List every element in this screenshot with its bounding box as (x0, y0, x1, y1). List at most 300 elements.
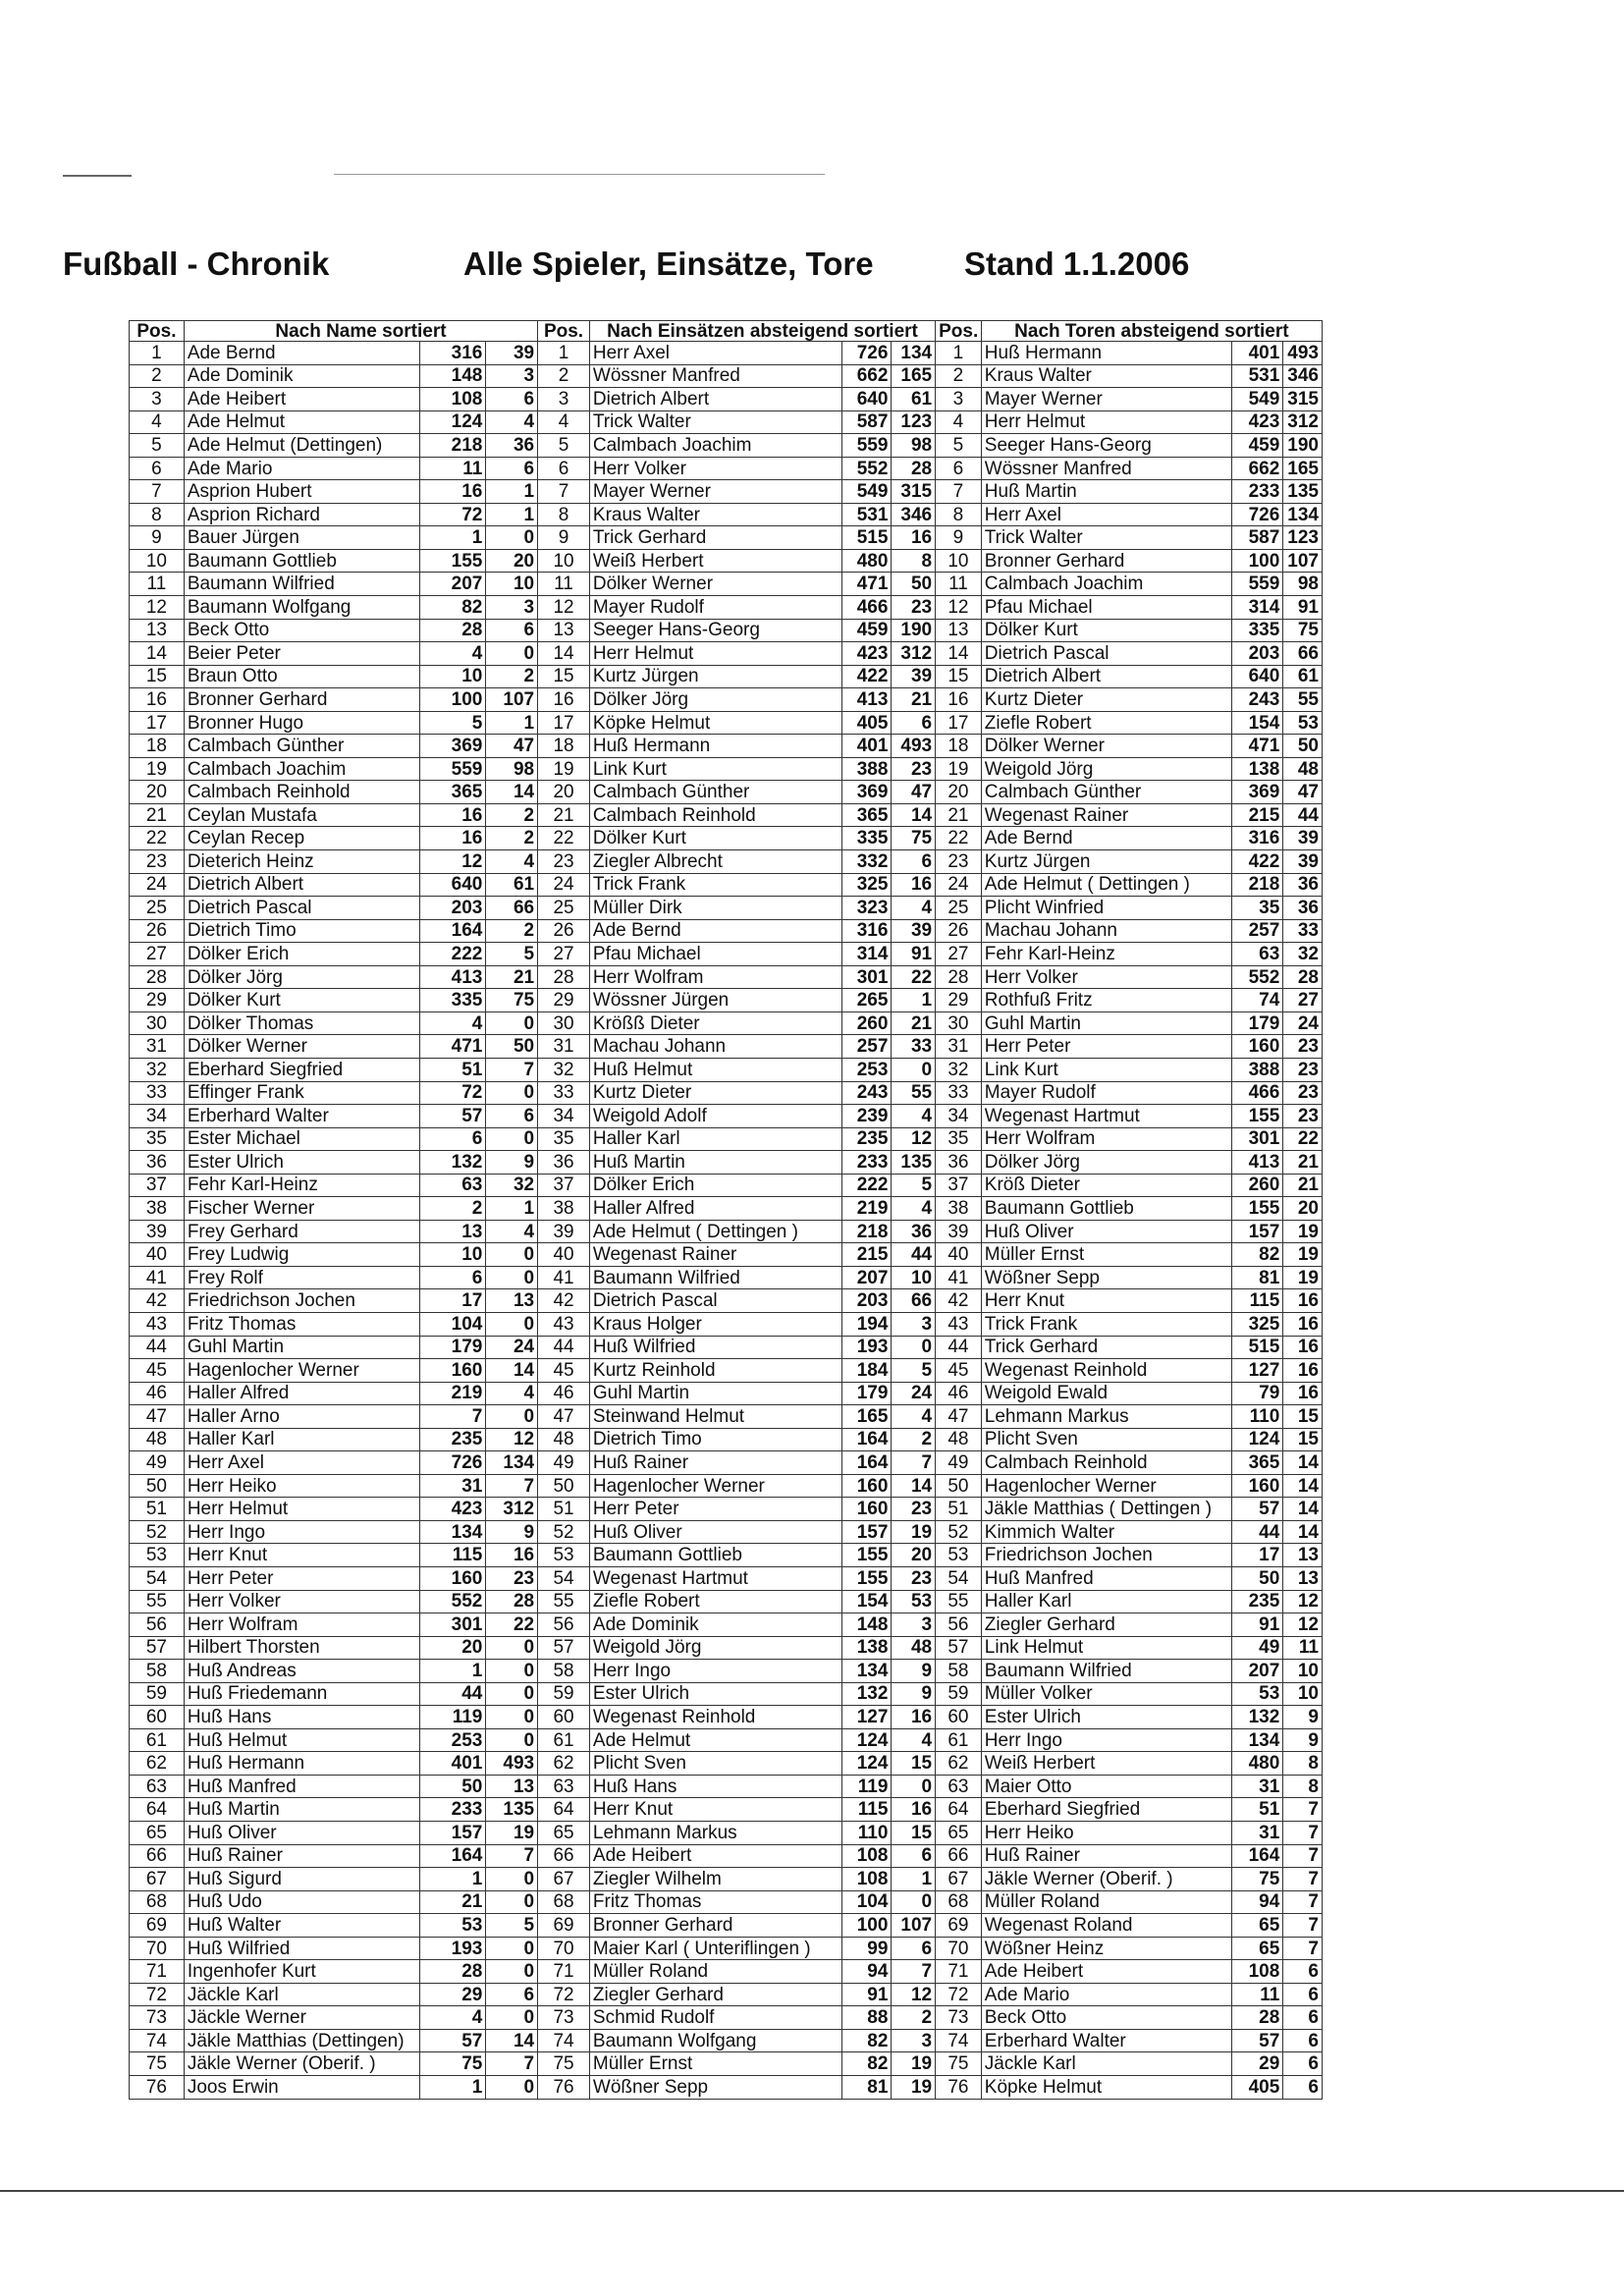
player-name-cell: Hilbert Thorsten (184, 1636, 420, 1660)
table-row (130, 2076, 1323, 2100)
pos-cell: 15 (130, 665, 185, 688)
goals-cell: 91 (1283, 596, 1323, 620)
goals-cell: 24 (892, 1382, 936, 1405)
goals-cell: 19 (1283, 1220, 1323, 1243)
table-row (130, 1336, 1323, 1359)
player-name-cell: Wößner Sepp (981, 1266, 1231, 1289)
pos-cell: 21 (538, 803, 590, 827)
goals-cell: 4 (892, 897, 936, 920)
pos-cell: 74 (538, 2029, 590, 2052)
pos-cell: 39 (936, 1220, 982, 1243)
goals-cell: 98 (486, 757, 538, 781)
player-name-cell: Huß Hans (589, 1775, 841, 1798)
goals-cell: 23 (1283, 1035, 1323, 1059)
goals-cell: 36 (486, 434, 538, 458)
pos-cell: 10 (936, 549, 982, 573)
games-cell: 148 (420, 364, 486, 388)
pos-cell: 46 (936, 1382, 982, 1405)
goals-cell: 13 (486, 1289, 538, 1313)
player-name-cell: Ade Helmut ( Dettingen ) (589, 1220, 841, 1243)
player-name-cell: Kurtz Jürgen (981, 850, 1231, 874)
goals-cell: 23 (1283, 1105, 1323, 1128)
pos-cell: 36 (130, 1151, 185, 1175)
games-cell: 21 (420, 1890, 486, 1914)
goals-cell: 107 (486, 688, 538, 712)
table-row (130, 596, 1323, 620)
games-cell: 49 (1231, 1636, 1283, 1660)
goals-cell: 10 (892, 1266, 936, 1289)
pos-cell: 46 (130, 1382, 185, 1405)
pos-cell: 56 (936, 1613, 982, 1637)
player-name-cell: Huß Hermann (981, 342, 1231, 365)
player-name-cell: Dietrich Pascal (589, 1289, 841, 1313)
games-cell: 203 (1231, 642, 1283, 666)
goals-cell: 15 (892, 1752, 936, 1776)
goals-cell: 21 (892, 688, 936, 712)
player-name-cell: Huß Wilfried (184, 1937, 420, 1960)
table-row (130, 711, 1323, 735)
games-cell: 100 (420, 688, 486, 712)
games-cell: 726 (1231, 503, 1283, 526)
games-cell: 257 (841, 1035, 892, 1059)
pos-cell: 14 (538, 642, 590, 666)
table-row (130, 526, 1323, 550)
player-name-cell: Haller Karl (981, 1590, 1231, 1613)
games-cell: 422 (1231, 850, 1283, 874)
player-name-cell: Asprion Richard (184, 503, 420, 526)
pos-cell: 7 (538, 480, 590, 504)
games-cell: 6 (420, 1127, 486, 1151)
goals-cell: 19 (892, 2076, 936, 2100)
player-name-cell: Guhl Martin (184, 1336, 420, 1359)
pos-cell: 30 (130, 1011, 185, 1035)
goals-cell: 0 (892, 1775, 936, 1798)
games-cell: 82 (841, 2052, 892, 2076)
goals-cell: 190 (1283, 434, 1323, 458)
pos-cell: 30 (936, 1011, 982, 1035)
table-row (130, 1151, 1323, 1175)
goals-cell: 7 (1283, 1844, 1323, 1868)
top-rule-left (63, 175, 132, 177)
pos-cell: 27 (936, 943, 982, 966)
goals-cell: 14 (486, 2029, 538, 2052)
player-name-cell: Dölker Thomas (184, 1011, 420, 1035)
games-cell: 155 (841, 1566, 892, 1590)
pos-cell: 45 (936, 1359, 982, 1383)
player-name-cell: Bronner Hugo (184, 711, 420, 735)
table-row (130, 943, 1323, 966)
games-cell: 515 (1231, 1336, 1283, 1359)
goals-cell: 0 (486, 1011, 538, 1035)
goals-cell: 20 (892, 1544, 936, 1567)
goals-cell: 0 (486, 1127, 538, 1151)
pos-cell: 60 (538, 1706, 590, 1729)
goals-cell: 6 (486, 1105, 538, 1128)
player-name-cell: Trick Walter (589, 410, 841, 434)
table-body (130, 342, 1323, 2100)
goals-cell: 2 (486, 919, 538, 943)
goals-cell: 14 (1283, 1520, 1323, 1544)
pos-cell: 64 (538, 1798, 590, 1822)
goals-cell: 4 (892, 1105, 936, 1128)
games-cell: 16 (420, 480, 486, 504)
games-cell: 28 (420, 1960, 486, 1984)
pos-cell: 53 (130, 1544, 185, 1567)
pos-cell: 5 (936, 434, 982, 458)
pos-cell: 64 (936, 1798, 982, 1822)
pos-cell: 70 (130, 1937, 185, 1960)
pos-cell: 63 (936, 1775, 982, 1798)
table-row (130, 1289, 1323, 1313)
pos-cell: 16 (130, 688, 185, 712)
goals-cell: 3 (892, 1613, 936, 1637)
goals-cell: 14 (486, 781, 538, 804)
table-row (130, 619, 1323, 642)
games-cell: 132 (841, 1682, 892, 1706)
table-row (130, 1243, 1323, 1267)
pos-cell: 32 (538, 1058, 590, 1081)
pos-cell: 45 (130, 1359, 185, 1383)
pos-cell: 9 (936, 526, 982, 550)
pos-cell: 2 (130, 364, 185, 388)
player-name-cell: Herr Wolfram (589, 965, 841, 989)
player-name-cell: Wegenast Rainer (981, 803, 1231, 827)
pos-cell: 39 (130, 1220, 185, 1243)
pos-cell: 66 (936, 1844, 982, 1868)
goals-cell: 3 (486, 364, 538, 388)
player-name-cell: Herr Knut (589, 1798, 841, 1822)
pos-cell: 52 (538, 1520, 590, 1544)
player-name-cell: Ingenhofer Kurt (184, 1960, 420, 1984)
player-name-cell: Beck Otto (184, 619, 420, 642)
pos-cell: 66 (130, 1844, 185, 1868)
pos-cell: 24 (538, 873, 590, 897)
goals-cell: 16 (1283, 1289, 1323, 1313)
player-name-cell: Dölker Werner (589, 573, 841, 596)
pos-cell: 57 (936, 1636, 982, 1660)
games-cell: 405 (1231, 2076, 1283, 2100)
goals-cell: 3 (486, 596, 538, 620)
goals-cell: 6 (486, 457, 538, 480)
pos-cell: 25 (936, 897, 982, 920)
goals-cell: 47 (486, 735, 538, 758)
pos-cell: 2 (538, 364, 590, 388)
games-cell: 335 (1231, 619, 1283, 642)
player-name-cell: Ceylan Recep (184, 827, 420, 850)
games-cell: 50 (1231, 1566, 1283, 1590)
pos-cell: 67 (936, 1868, 982, 1891)
games-cell: 587 (841, 410, 892, 434)
games-cell: 1 (420, 1868, 486, 1891)
games-cell: 726 (841, 342, 892, 365)
goals-cell: 3 (892, 2029, 936, 2052)
pos-cell: 29 (130, 989, 185, 1012)
goals-cell: 5 (892, 1174, 936, 1197)
chronicle-title: Fußball - Chronik (63, 246, 330, 282)
goals-cell: 23 (892, 1566, 936, 1590)
player-name-cell: Dietrich Pascal (184, 897, 420, 920)
table-row (130, 480, 1323, 504)
goals-cell: 39 (892, 665, 936, 688)
pos-cell: 42 (538, 1289, 590, 1313)
goals-cell: 14 (486, 1359, 538, 1383)
player-name-cell: Link Kurt (981, 1058, 1231, 1081)
games-cell: 115 (1231, 1289, 1283, 1313)
pos-cell: 59 (538, 1682, 590, 1706)
player-name-cell: Hagenlocher Werner (589, 1474, 841, 1498)
pos-cell: 33 (936, 1081, 982, 1105)
player-name-cell: Huß Walter (184, 1914, 420, 1938)
table-row (130, 1405, 1323, 1429)
pos-cell: 58 (538, 1660, 590, 1683)
pos-cell: 44 (538, 1336, 590, 1359)
player-name-cell: Huß Oliver (589, 1520, 841, 1544)
games-cell: 235 (841, 1127, 892, 1151)
games-cell: 134 (841, 1660, 892, 1683)
pos-cell: 66 (538, 1844, 590, 1868)
games-cell: 194 (841, 1312, 892, 1336)
goals-cell: 53 (1283, 711, 1323, 735)
player-name-cell: Ziegler Albrecht (589, 850, 841, 874)
goals-cell: 15 (1283, 1428, 1323, 1451)
goals-cell: 2 (892, 2006, 936, 2030)
games-cell: 13 (420, 1220, 486, 1243)
player-name-cell: Dölker Erich (589, 1174, 841, 1197)
player-name-cell: Plicht Winfried (981, 897, 1231, 920)
goals-cell: 12 (1283, 1613, 1323, 1637)
games-cell: 124 (841, 1728, 892, 1752)
pos-cell: 32 (936, 1058, 982, 1081)
goals-cell: 16 (1283, 1336, 1323, 1359)
table-row (130, 735, 1323, 758)
goals-cell: 7 (1283, 1822, 1323, 1845)
goals-cell: 11 (1283, 1636, 1323, 1660)
player-name-cell: Müller Ernst (589, 2052, 841, 2076)
pos-cell: 11 (936, 573, 982, 596)
games-cell: 94 (841, 1960, 892, 1984)
goals-cell: 14 (1283, 1474, 1323, 1498)
player-name-cell: Wegenast Hartmut (589, 1566, 841, 1590)
goals-cell: 4 (486, 1220, 538, 1243)
table-row (130, 2052, 1323, 2076)
pos-cell: 68 (538, 1890, 590, 1914)
goals-cell: 0 (892, 1890, 936, 1914)
player-name-cell: Huß Martin (184, 1798, 420, 1822)
table-header-row (130, 321, 1323, 342)
pos-cell: 30 (538, 1011, 590, 1035)
player-name-cell: Kraus Walter (981, 364, 1231, 388)
player-name-cell: Ester Michael (184, 1127, 420, 1151)
player-name-cell: Ade Helmut (Dettingen) (184, 434, 420, 458)
goals-cell: 75 (892, 827, 936, 850)
player-name-cell: Calmbach Reinhold (981, 1451, 1231, 1475)
pos-cell: 72 (130, 1983, 185, 2006)
table-row (130, 1706, 1323, 1729)
pos-cell: 42 (936, 1289, 982, 1313)
pos-cell: 27 (538, 943, 590, 966)
games-cell: 549 (1231, 388, 1283, 411)
player-statistics-table (129, 320, 1323, 2100)
games-cell: 365 (841, 803, 892, 827)
pos-cell: 41 (936, 1266, 982, 1289)
goals-cell: 15 (1283, 1405, 1323, 1429)
pos-cell: 24 (936, 873, 982, 897)
goals-cell: 107 (892, 1914, 936, 1938)
table-row (130, 642, 1323, 666)
player-name-cell: Beier Peter (184, 642, 420, 666)
games-cell: 193 (841, 1336, 892, 1359)
player-name-cell: Maier Karl ( Unteriflingen ) (589, 1937, 841, 1960)
games-cell: 325 (841, 873, 892, 897)
player-name-cell: Huß Martin (981, 480, 1231, 504)
games-cell: 235 (420, 1428, 486, 1451)
goals-cell: 0 (486, 2076, 538, 2100)
games-cell: 104 (841, 1890, 892, 1914)
pos-cell: 47 (936, 1405, 982, 1429)
pos-header: Pos. (936, 321, 982, 342)
pos-cell: 16 (538, 688, 590, 712)
player-name-cell: Ade Dominik (589, 1613, 841, 1637)
goals-cell: 19 (892, 2052, 936, 2076)
pos-cell: 22 (130, 827, 185, 850)
goals-cell: 48 (892, 1636, 936, 1660)
pos-cell: 7 (936, 480, 982, 504)
games-cell: 515 (841, 526, 892, 550)
table-row (130, 364, 1323, 388)
goals-cell: 13 (486, 1775, 538, 1798)
goals-cell: 39 (486, 342, 538, 365)
pos-cell: 3 (130, 388, 185, 411)
pos-cell: 74 (130, 2029, 185, 2052)
games-cell: 413 (1231, 1151, 1283, 1175)
goals-cell: 39 (892, 919, 936, 943)
player-name-cell: Dölker Jörg (981, 1151, 1231, 1175)
games-cell: 480 (1231, 1752, 1283, 1776)
pos-cell: 48 (538, 1428, 590, 1451)
games-cell: 29 (1231, 2052, 1283, 2076)
player-name-cell: Trick Frank (589, 873, 841, 897)
goals-cell: 91 (892, 943, 936, 966)
pos-cell: 12 (538, 596, 590, 620)
goals-cell: 6 (1283, 1960, 1323, 1984)
player-name-cell: Herr Axel (981, 503, 1231, 526)
player-name-cell: Fehr Karl-Heinz (981, 943, 1231, 966)
pos-cell: 25 (130, 897, 185, 920)
pos-cell: 50 (936, 1474, 982, 1498)
goals-cell: 0 (486, 1266, 538, 1289)
table-row (130, 1613, 1323, 1637)
pos-cell: 36 (936, 1151, 982, 1175)
games-cell: 10 (420, 665, 486, 688)
goals-cell: 50 (1283, 735, 1323, 758)
games-cell: 160 (420, 1566, 486, 1590)
player-name-cell: Maier Otto (981, 1775, 1231, 1798)
goals-cell: 0 (486, 1636, 538, 1660)
goals-cell: 12 (892, 1983, 936, 2006)
goals-cell: 9 (486, 1520, 538, 1544)
player-name-cell: Weigold Jörg (589, 1636, 841, 1660)
pos-cell: 29 (538, 989, 590, 1012)
pos-cell: 63 (130, 1775, 185, 1798)
goals-cell: 14 (1283, 1498, 1323, 1521)
goals-cell: 61 (892, 388, 936, 411)
goals-cell: 16 (892, 1798, 936, 1822)
pos-cell: 57 (130, 1636, 185, 1660)
player-name-cell: Wegenast Rainer (589, 1243, 841, 1267)
goals-cell: 14 (892, 803, 936, 827)
player-name-cell: Herr Ingo (981, 1728, 1231, 1752)
games-cell: 466 (841, 596, 892, 620)
games-cell: 207 (1231, 1660, 1283, 1683)
games-cell: 253 (841, 1058, 892, 1081)
pos-cell: 48 (936, 1428, 982, 1451)
goals-cell: 7 (1283, 1914, 1323, 1938)
player-name-cell: Haller Karl (184, 1428, 420, 1451)
goals-cell: 346 (1283, 364, 1323, 388)
player-name-cell: Bronner Gerhard (184, 688, 420, 712)
games-cell: 179 (841, 1382, 892, 1405)
pos-cell: 51 (130, 1498, 185, 1521)
table-row (130, 1081, 1323, 1105)
player-name-cell: Baumann Wolfgang (184, 596, 420, 620)
table-row (130, 549, 1323, 573)
goals-cell: 16 (1283, 1382, 1323, 1405)
table-row (130, 1960, 1323, 1984)
games-cell: 1 (420, 1660, 486, 1683)
pos-cell: 3 (936, 388, 982, 411)
player-name-cell: Asprion Hubert (184, 480, 420, 504)
games-cell: 17 (1231, 1544, 1283, 1567)
table-row (130, 1058, 1323, 1081)
player-name-cell: Wegenast Roland (981, 1914, 1231, 1938)
pos-cell: 61 (538, 1728, 590, 1752)
player-name-cell: Kimmich Walter (981, 1520, 1231, 1544)
pos-cell: 7 (130, 480, 185, 504)
pos-cell: 62 (936, 1752, 982, 1776)
goals-cell: 36 (892, 1220, 936, 1243)
goals-cell: 346 (892, 503, 936, 526)
pos-cell: 15 (936, 665, 982, 688)
games-cell: 422 (841, 665, 892, 688)
player-name-cell: Kraus Walter (589, 503, 841, 526)
player-name-cell: Weigold Adolf (589, 1105, 841, 1128)
pos-cell: 76 (538, 2076, 590, 2100)
games-cell: 63 (1231, 943, 1283, 966)
games-cell: 72 (420, 503, 486, 526)
player-name-cell: Trick Frank (981, 1312, 1231, 1336)
player-name-cell: Ade Bernd (589, 919, 841, 943)
player-name-cell: Jäkle Werner (Oberif. ) (981, 1868, 1231, 1891)
table-row (130, 781, 1323, 804)
games-cell: 63 (420, 1174, 486, 1197)
player-name-cell: Köpke Helmut (981, 2076, 1231, 2100)
goals-cell: 123 (892, 410, 936, 434)
games-cell: 459 (841, 619, 892, 642)
player-name-cell: Baumann Gottlieb (981, 1197, 1231, 1221)
table-row (130, 873, 1323, 897)
games-cell: 12 (420, 850, 486, 874)
pos-cell: 29 (936, 989, 982, 1012)
pos-cell: 49 (130, 1451, 185, 1475)
goals-cell: 0 (892, 1336, 936, 1359)
games-cell: 193 (420, 1937, 486, 1960)
pos-cell: 22 (538, 827, 590, 850)
player-name-cell: Braun Otto (184, 665, 420, 688)
goals-cell: 22 (1283, 1127, 1323, 1151)
games-cell: 51 (420, 1058, 486, 1081)
goals-cell: 36 (1283, 873, 1323, 897)
player-name-cell: Calmbach Günther (589, 781, 841, 804)
